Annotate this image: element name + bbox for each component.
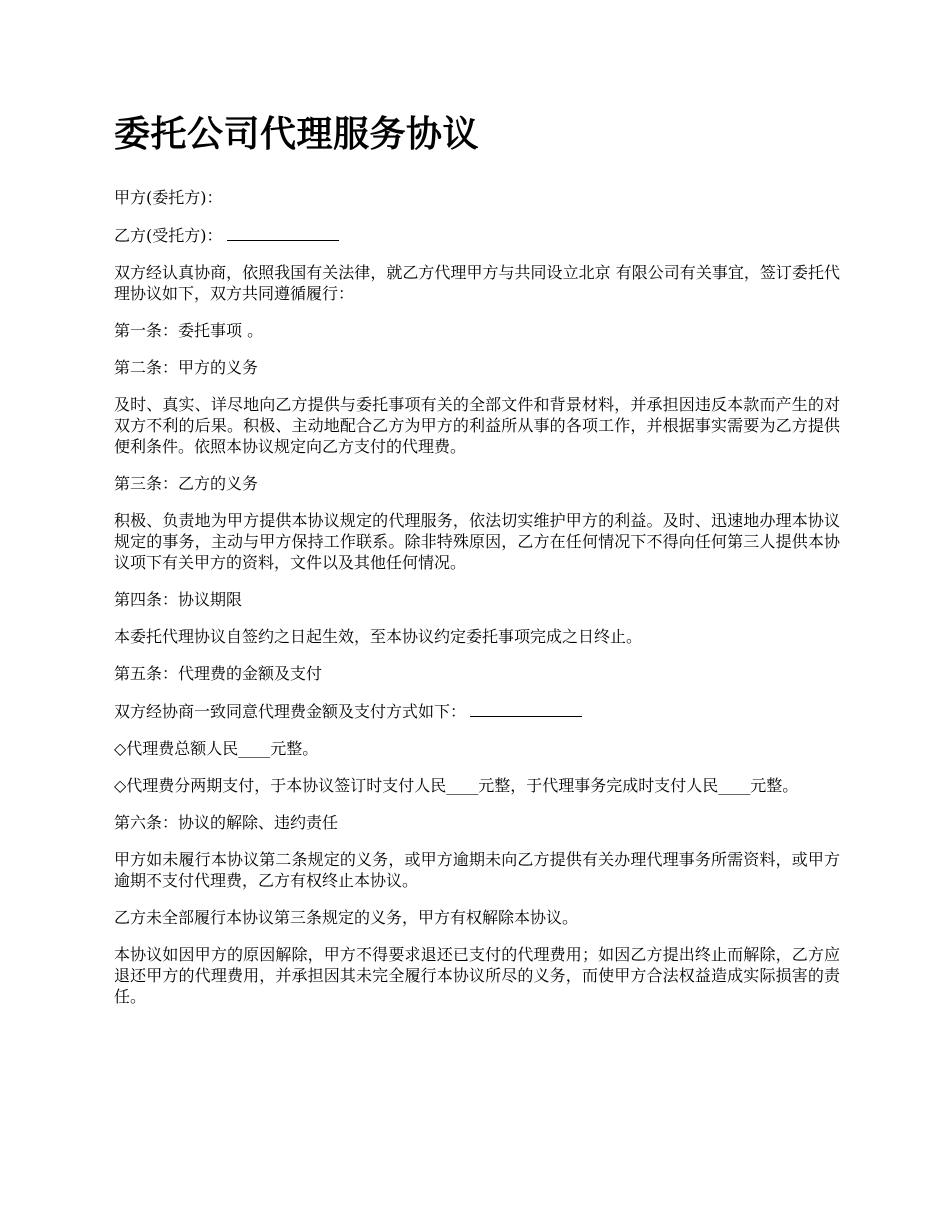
article-3-heading: 第三条：乙方的义务 [114,474,259,493]
article-2-body: 及时、真实、详尽地向乙方提供与委托事项有关的全部文件和背景材料，并承担因违反本款而产生的对双方不利的后果。积极、主动地配合乙方为甲方的利益所从事的各项工作，并根据事实需要为乙方提供便利条件。依照本协议规定向乙方支付的代理费。 [114,395,840,456]
payment-method-blank [470,700,582,717]
fee-installment-item: ◇代理费分两期支付，于本协议签订时支付人民____元整，于代理事务完成时支付人民____元整。 [114,776,799,795]
article-5-intro [114,700,840,722]
article-2-heading: 第二条：甲方的义务 [114,358,259,377]
article-6-heading: 第六条：协议的解除、违约责任 [114,813,339,832]
party-a-label: 甲方(委托方)： [114,188,223,207]
article-5-intro-text: 双方经协商一致同意代理费金额及支付方式如下： [114,702,467,721]
article-4-heading: 第四条：协议期限 [114,590,243,609]
document-title: 委托公司代理服务协议 [114,114,480,155]
article-6-body-3: 本协议如因甲方的原因解除，甲方不得要求退还已支付的代理费用；如因乙方提出终止而解除，乙方应退还甲方的代理费用，并承担因其未完全履行本协议所尽的义务，而使甲方合法权益造成实际损害的责任。 [114,945,840,1006]
article-3-body: 积极、负责地为甲方提供本协议规定的代理服务，依法切实维护甲方的利益。及时、迅速地办理本协议规定的事务，主动与甲方保持工作联系。除非特殊原因，乙方在任何情况下不得向任何第三人提供本协议项下有关甲方的资料，文件以及其他任何情况。 [114,511,840,572]
article-1-heading: 第一条：委托事项 。 [114,321,264,340]
party-a-line [114,187,840,208]
fee-total-item: ◇代理费总额人民____元整。 [114,739,319,758]
party-b-label: 乙方(受托方)： [114,226,223,245]
article-6-body-1: 甲方如未履行本协议第二条规定的义务，或甲方逾期未向乙方提供有关办理代理事务所需资料，或甲方逾期不支付代理费，乙方有权终止本协议。 [114,850,840,890]
article-5-heading: 第五条：代理费的金额及支付 [114,664,323,683]
preamble-paragraph: 双方经认真协商，依照我国有关法律，就乙方代理甲方与共同设立北京 有限公司有关事宜，签订委托代理协议如下，双方共同遵循履行： [114,263,840,303]
article-6-body-2: 乙方未全部履行本协议第三条规定的义务，甲方有权解除本协议。 [114,908,579,927]
party-b-blank [227,224,339,241]
party-b-line [114,224,840,246]
article-4-body: 本委托代理协议自签约之日起生效，至本协议约定委托事项完成之日终止。 [114,627,643,646]
